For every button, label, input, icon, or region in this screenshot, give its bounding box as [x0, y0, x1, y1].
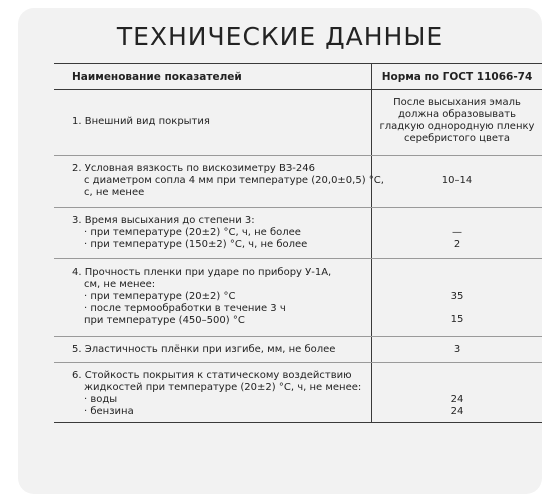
- header-norm-column: Норма по ГОСТ 11066-74: [381, 70, 533, 83]
- row-norm-line: гладкую однородную пленку: [379, 121, 535, 132]
- row-norm-line: 24: [450, 394, 464, 405]
- row-name-line: 4. Прочность пленки при ударе по прибору У-1А,: [72, 267, 332, 278]
- row-name-line: 6. Стойкость покрытия к статическому воздействию: [72, 370, 352, 381]
- row-norm-line: 35: [450, 291, 464, 302]
- row-name-line: с диаметром сопла 4 мм при температуре (20,0±0,5) °С,: [84, 175, 384, 186]
- row-name-cell: [54, 156, 384, 207]
- row-norm-line: серебристого цвета: [404, 133, 510, 144]
- row-norm-cell: [372, 259, 542, 336]
- row-norm-cell: [372, 337, 542, 362]
- row-norm-line: 15: [450, 314, 464, 325]
- row-norm-line: 2: [453, 239, 461, 250]
- row-name-line: 5. Эластичность плёнки при изгибе, мм, не более: [72, 344, 336, 355]
- row-norm-cell: [372, 363, 542, 422]
- table-row: [54, 337, 542, 363]
- row-norm-cell: [372, 89, 542, 155]
- row-name-line: жидкостей при температуре (20±2) °С, ч, не менее:: [84, 382, 362, 393]
- row-name-line: · при температуре (150±2) °С, ч, не более: [84, 239, 308, 250]
- row-name-cell: [54, 89, 372, 155]
- row-name-line: при температуре (450–500) °С: [84, 315, 245, 326]
- row-norm-line: После высыхания эмаль: [393, 97, 521, 108]
- tech-data-table: [54, 63, 542, 417]
- row-norm-line: 10–14: [441, 175, 473, 186]
- table-row: [54, 363, 542, 423]
- row-norm-line: 24: [450, 406, 464, 417]
- row-name-line: · при температуре (20±2) °С, ч, не более: [84, 227, 301, 238]
- row-name-cell: [54, 363, 372, 422]
- row-name-line: 1. Внешний вид покрытия: [72, 116, 210, 127]
- row-name-line: · бензина: [84, 406, 134, 417]
- row-name-line: см, не менее:: [84, 279, 156, 290]
- row-name-line: 3. Время высыхания до степени 3:: [72, 215, 255, 226]
- row-name-cell: [54, 208, 372, 258]
- header-name-column: Наименование показателей: [54, 64, 372, 89]
- row-name-line: 2. Условная вязкость по вискозиметру ВЗ-246: [72, 163, 315, 174]
- table-row: [54, 89, 542, 156]
- table-row: [54, 208, 542, 259]
- table-row: [54, 259, 542, 337]
- row-name-cell: [54, 337, 372, 362]
- tech-data-card: [18, 8, 542, 494]
- table-header: [54, 63, 542, 90]
- row-name-line: · воды: [84, 394, 118, 405]
- row-name-line: с, не менее: [84, 187, 145, 198]
- page-title: ТЕХНИЧЕСКИЕ ДАННЫЕ: [116, 22, 444, 51]
- row-name-line: · при температуре (20±2) °С: [84, 291, 236, 302]
- row-name-cell: [54, 259, 372, 336]
- table-row: [54, 156, 542, 208]
- row-norm-line: должна образовывать: [397, 109, 516, 120]
- row-norm-cell: [372, 208, 542, 258]
- row-norm-line: 3: [453, 344, 461, 355]
- row-name-line: · после термообработки в течение 3 ч: [84, 303, 286, 314]
- row-norm-line: —: [452, 227, 462, 238]
- row-norm-cell: [372, 156, 542, 207]
